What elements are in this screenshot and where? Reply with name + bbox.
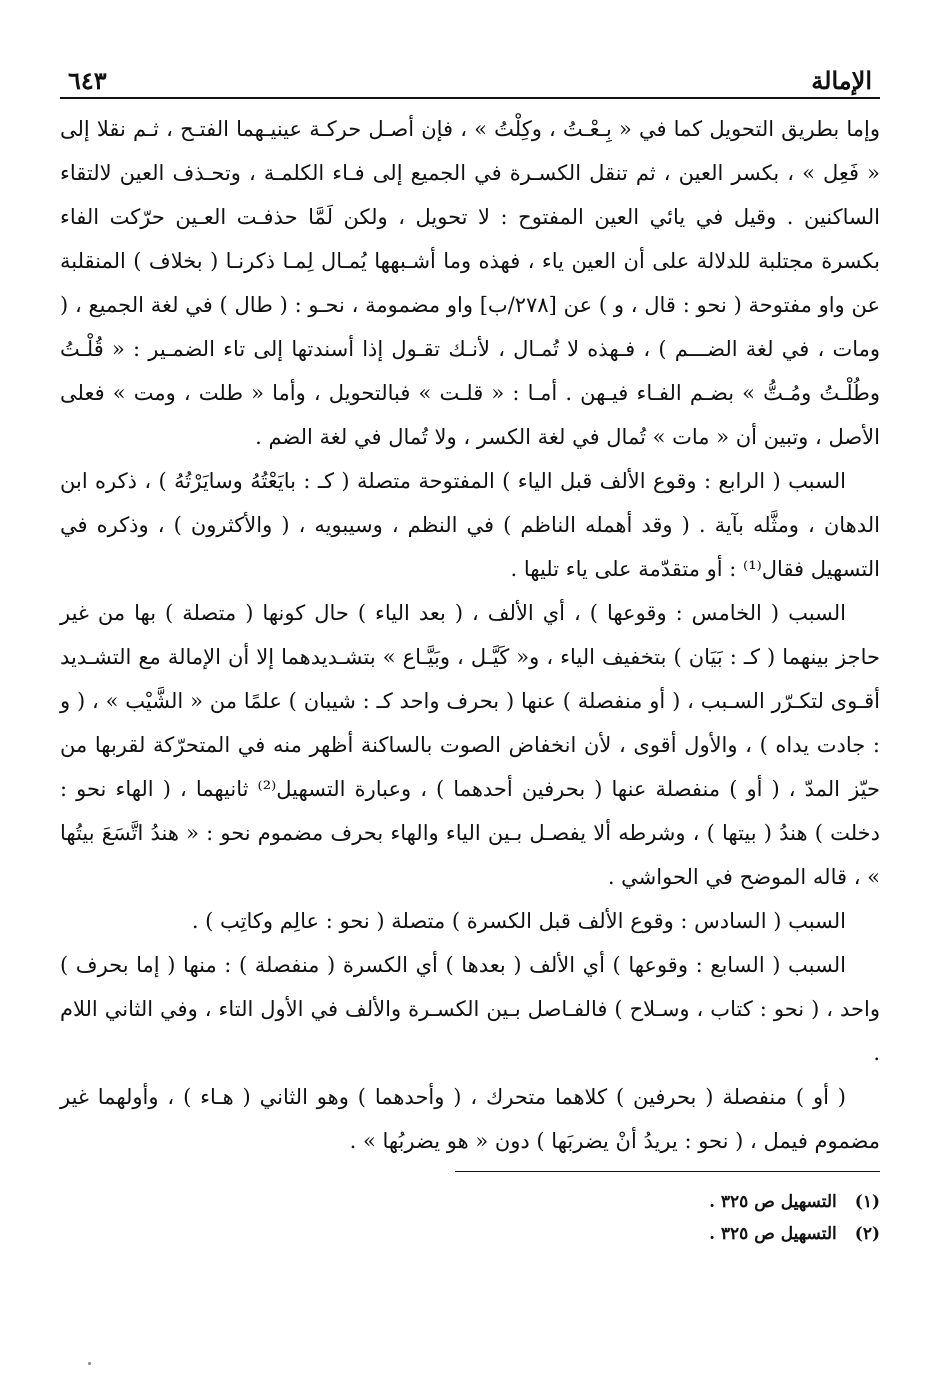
header-rule <box>60 97 880 99</box>
page-number: ٦٤٣ <box>68 66 107 95</box>
footnote <box>60 1218 880 1250</box>
scan-speck <box>88 1362 91 1365</box>
body-text <box>60 107 880 1163</box>
footnote-text: التسهيل ص ٣٢٥ . <box>709 1224 837 1244</box>
running-header <box>60 55 880 95</box>
footnote-number: (١) <box>854 1192 880 1212</box>
footnote-rule <box>455 1171 880 1172</box>
footnote <box>60 1186 880 1218</box>
paragraph: ( أو ) منفصلة ( بحرفين ) كلاهما متحرك ، ( وأحدهما ) وهو الثاني ( هـاء ) ، وأولهما غير مضموم فيمل ، ( نحو : يريدُ أنْ يضربَها ) دون « هو يضربُها » . <box>60 1085 880 1153</box>
paragraph: السبب ( السادس : وقوع الألف قبل الكسرة ) متصلة ( نحو : عالِم وكاتِب ) . <box>191 909 846 933</box>
footnote-text: التسهيل ص ٣٢٥ . <box>709 1192 837 1212</box>
paragraph: السبب ( السابع : وقوعها ) أي الألف ( بعدها ) أي الكسرة ( منفصلة ) : منها ( إما بحرف ) واحد ، ( نحو : كتاب ، وسـلاح ) فالفـاصل بـين الكسـرة والألف في الأول التاء ، وفي الثاني اللام . <box>60 953 880 1065</box>
footnote-number: (٢) <box>854 1224 880 1244</box>
running-title: الإمالة <box>811 66 872 95</box>
paragraph: السبب ( الرابع : وقوع الألف قبل الياء ) المفتوحة متصلة ( كـ : بايَعْتُهُ وسايَرْتُهُ ) ، ذكره ابن الدهان ، ومثَّله بآية . ( وقد أهمله الناظم ) في النظم ، وسيبويه ، ( والأكثرون ) ، وذكره في التسهيل فقال⁽¹⁾ : أو متقدّمة على ياء تليها . <box>60 469 880 581</box>
paragraph: وإما بطريق التحويل كما في « بِـعْـتُ ، وكِلْتُ » ، فإن أصـل حركـة عينيـهما الفتـح ، ثـم نقلا إلى « فَعِل » ، بكسر العين ، ثم تنقل الكسـرة في الجميع إلى فـاء الكلمـة ، وتحـذف العين لالتقاء الساكنين . وقيل في يائي العين المفتوح : لا تحويل ، ولكن لَمَّا حذفـت العـين حرّكت الفاء بكسرة مجتلبة للدلالة على أن العين ياء ، فهذه وما أشـبهها يُمـال لِمـا ذكرنـا ( بخلاف ) المنقلبة عن واو مفتوحة ( نحو : قال ، و ) عن [٢٧٨/ب] واو مضمومة ، نحـو : ( طال ) في لغة الجميع ، ( ومات ، في لغة الضـــم ) ، فـهذه لا تُمـال ، لأنـك تقـول إذا أسندتها إلى تاء الضمـير : « قُلْـتُ وطُلْـتُ ومُـتُّ » بضـم الفـاء فيـهن . أمـا : « قلـت » فبالتحويل ، وأما « طلت ، ومت » فعلى الأصل ، وتبين أن « مات » تُمال في لغة الكسر ، ولا تُمال في لغة الضم . <box>60 117 880 449</box>
page <box>60 55 880 1250</box>
footnotes <box>60 1186 880 1250</box>
paragraph: السبب ( الخامس : وقوعها ) ، أي الألف ، ( بعد الياء ) حال كونها ( متصلة ) بها من غير حاجز بينهما ( كـ : بَيَان ) بتخفيف الياء ، و« كَيَّـل ، وبَيَّـاع » بتشـديدهما إلا أن الإمالة مع التشـديد أقـوى لتكـرّر السـبب ، ( أو منفصلة ) عنها ( بحرف واحد كـ : شيبان ) علمًا من « الشَّيْب » ، ( و : جادت يداه ) ، والأول أقوى ، لأن انخفاض الصوت بالساكنة أظهر منه في المتحرّكة لقربها من حيّز المدّ ، ( أو ) منفصلة عنها ( بحرفين أحدهما ) ، وعبارة التسهيل⁽²⁾ ثانيهما ، ( الهاء نحو : دخلت ) هندُ ( بيتها ) ، وشرطه ألا يفصـل بـين الياء والهاء بحرف مضموم نحو : « هندُ اتَّسَعَ بيتُها » ، قاله الموضح في الحواشي . <box>60 601 880 889</box>
